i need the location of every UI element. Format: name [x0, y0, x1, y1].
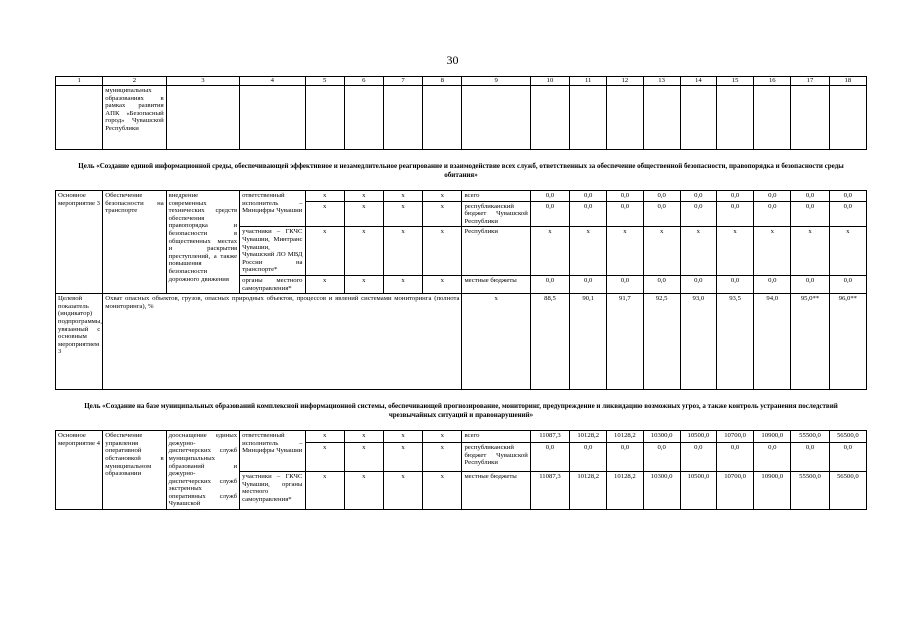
header-cell: 11 — [570, 77, 607, 86]
funding-source: республиканский бюджет Чувашской Республики — [462, 443, 530, 472]
measure-3-name: Обеспечение безопасности на транспорте — [103, 191, 166, 294]
header-cell: 17 — [791, 77, 829, 86]
goal-heading: Цель «Создание на базе муниципальных образований комплексной информационной системы, обеспечивающей прогнозирование, мониторинг, предупреждение и ликвидацию возможных угроз, а также контроль устранения последствий чрезвычайных ситуаций и правонарушений» — [56, 390, 867, 431]
measure-3-row-1: Основное мероприятие 3 Обеспечение безопасности на транспорте внедрение современных технических средств обеспечения правопорядка и безопасности в общественных местах и раскрытия преступлений, а также повышения безопасности дорожного движения ответственный исполнитель – Минцифры Чувашии x x x x всего 0,0 0,0 0,0 0,0 0,0 0,0 0,0 0,0 0,0 — [56, 191, 867, 202]
goal-heading: Цель «Создание единой информационной среды, обеспечивающей эффективное и незамедлительное реагирование и взаимодействие всех служб, ответственных за обеспечение общественной безопасности, правопорядка и безопасности среды обитания» — [56, 150, 867, 191]
responsible-executor: ответственный исполнитель – Минцифры Чувашии — [240, 431, 305, 472]
measure-3-row-2: x x x x республиканский бюджет Чувашской Республики 0,0 0,0 0,0 0,0 0,0 0,0 0,0 0,0 0,0 — [56, 201, 867, 227]
header-cell: 18 — [829, 77, 866, 86]
measure-4-row-3: участники – ГКЧС Чувашии, органы местного самоуправления* x x x x местные бюджеты 11087,3 10128,2 10128,2 10300,0 10500,0 10700,0 10900,0 55500,0 56500,0 — [56, 472, 867, 510]
column-number-row — [56, 77, 867, 86]
measure-3-title: Основное мероприятие 3 — [56, 191, 103, 294]
measure-4-title: Основное мероприятие 4 — [56, 431, 103, 510]
header-cell: 16 — [754, 77, 791, 86]
measure-4-row-2: x x x x республиканский бюджет Чувашской Республики 0,0 0,0 0,0 0,0 0,0 0,0 0,0 0,0 0,0 — [56, 443, 867, 472]
header-cell: 5 — [305, 77, 344, 86]
funding-source: всего — [462, 191, 530, 202]
funding-source: всего — [462, 431, 530, 443]
header-cell: 7 — [383, 77, 422, 86]
header-cell: 2 — [103, 77, 166, 86]
header-cell: 8 — [423, 77, 462, 86]
funding-source: Республики — [462, 227, 530, 276]
participants-local: органы местного самоуправления* — [240, 275, 305, 293]
participants: участники – ГКЧС Чувашии, органы местного самоуправления* — [240, 472, 305, 510]
header-cell: 12 — [607, 77, 643, 86]
participants: участники – ГКЧС Чувашии, Минтранс Чувашии, Чувашский ЛО МВД России на транспорте* — [240, 227, 305, 276]
indicator-3-text: Охват опасных объектов, грузов, опасных природных объектов, процессов и явлений системами мониторинга (полнота мониторинга), % — [103, 294, 462, 390]
header-cell: 9 — [462, 77, 530, 86]
measure-3-row-3: участники – ГКЧС Чувашии, Минтранс Чувашии, Чувашский ЛО МВД России на транспорте* x x x x Республики x x x x x x x x x — [56, 227, 867, 276]
responsible-executor: ответственный исполнитель – Минцифры Чувашии — [240, 191, 305, 227]
continuation-text: муниципальных образованиях в рамках развития АПК «Безопасный город» Чувашской Республики — [103, 86, 166, 150]
header-cell: 14 — [680, 77, 716, 86]
measure-4-name: Обеспечение управления оперативной обстановкой в муниципальном образовании — [103, 431, 166, 510]
funding-source: местные бюджеты — [462, 472, 530, 510]
measure-3-row-4: органы местного самоуправления* x x x x местные бюджеты 0,0 0,0 0,0 0,0 0,0 0,0 0,0 0,0 0,0 — [56, 275, 867, 293]
measure-4-row-1: Основное мероприятие 4 Обеспечение управления оперативной обстановкой в муниципальном образовании дооснащение единых дежурно-диспетчерских служб муниципальных образований и дежурно-диспетчерских служб экстренных оперативных служб Чувашской ответственный исполнитель – Минцифры Чувашии x x x x всего 11087,3 10128,2 10128,2 10300,0 10500,0 10700,0 10900,0 55500,0 56500,0 — [56, 431, 867, 443]
page-number: 30 — [446, 53, 459, 67]
goal-row — [56, 390, 867, 431]
header-cell: 4 — [240, 77, 305, 86]
funding-source: местные бюджеты — [462, 275, 530, 293]
program-table — [55, 76, 867, 510]
indicator-3-row: Целевой показатель (индикатор) подпрограммы, увязанный с основным мероприятием 3 Охват опасных объектов, грузов, опасных природных объектов, процессов и явлений системами мониторинга (полнота мониторинга), % x 88,5 90,1 91,7 92,5 93,0 93,5 94,0 95,0** 96,0** — [56, 294, 867, 390]
goal-row — [56, 150, 867, 191]
funding-source: республиканский бюджет Чувашской Республики — [462, 201, 530, 227]
header-cell: 13 — [643, 77, 680, 86]
continuation-row — [56, 86, 867, 150]
header-cell: 6 — [344, 77, 383, 86]
header-cell: 3 — [166, 77, 239, 86]
indicator-3-title: Целевой показатель (индикатор) подпрограммы, увязанный с основным мероприятием 3 — [56, 294, 103, 390]
measure-4-description: дооснащение единых дежурно-диспетчерских служб муниципальных образований и дежурно-диспетчерских служб экстренных оперативных служб Чувашской — [166, 431, 239, 510]
header-cell: 1 — [56, 77, 103, 86]
measure-3-description: внедрение современных технических средств обеспечения правопорядка и безопасности в общественных местах и раскрытия преступлений, а также повышения безопасности дорожного движения — [166, 191, 239, 294]
header-cell: 10 — [530, 77, 569, 86]
header-cell: 15 — [716, 77, 753, 86]
